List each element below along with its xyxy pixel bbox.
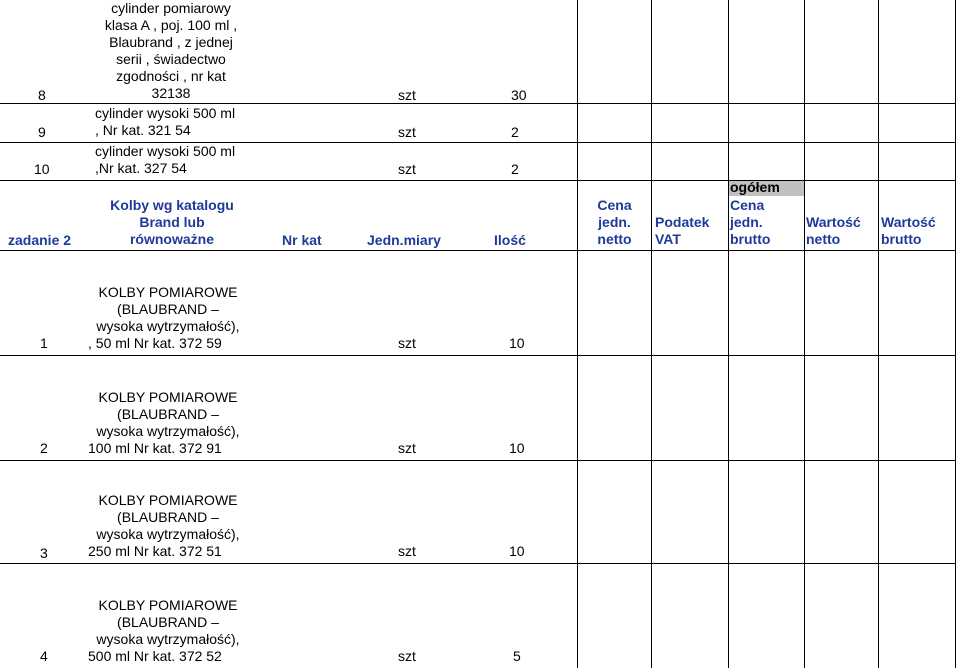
- row-8-description: cylinder pomiarowy klasa A , poj. 100 ml , Blaubrand , z jednej serii , świadectwo zgodności , nr kat 32138: [104, 0, 238, 101]
- row-8-unit: szt: [398, 87, 416, 103]
- header-group-label: ogółem: [730, 179, 780, 195]
- grid-line: [0, 180, 956, 181]
- grid-line: [0, 250, 956, 251]
- row-4-number: 4: [40, 648, 48, 664]
- grid-line: [0, 355, 956, 356]
- row-2-qty: 10: [509, 440, 525, 456]
- grid-line: [955, 0, 956, 668]
- row-9-qty: 2: [511, 124, 519, 140]
- grid-line: [0, 460, 956, 461]
- grid-line: [0, 563, 956, 564]
- row-10-unit: szt: [398, 161, 416, 177]
- grid-line: [878, 0, 879, 668]
- header-unit: Jedn.miary: [367, 232, 441, 248]
- grid-line: [0, 103, 956, 104]
- header-vat: Podatek VAT: [655, 214, 710, 247]
- row-10-qty: 2: [511, 161, 519, 177]
- row-1-number: 1: [40, 335, 48, 351]
- header-qty: Ilość: [494, 232, 526, 248]
- header-cena-netto: Cena jedn. netto: [597, 197, 632, 247]
- grid-line: [577, 0, 578, 668]
- row-3-unit: szt: [398, 543, 416, 559]
- row-2-number: 2: [40, 440, 48, 456]
- row-4-description: KOLBY POMIAROWE (BLAUBRAND – wysoka wytrzymałość), 500 ml Nr kat. 372 52: [88, 597, 240, 664]
- row-2-description: KOLBY POMIAROWE (BLAUBRAND – wysoka wytrzymałość), 100 ml Nr kat. 372 91: [88, 389, 240, 456]
- row-3-qty: 10: [509, 543, 525, 559]
- row-2-unit: szt: [398, 440, 416, 456]
- row-9-description: cylinder wysoki 500 ml , Nr kat. 321 54: [95, 105, 236, 138]
- row-8-number: 8: [38, 87, 46, 103]
- row-9-number: 9: [38, 124, 46, 140]
- row-3-number: 3: [40, 545, 48, 561]
- header-wartosc-brutto: Wartość brutto: [881, 214, 936, 247]
- row-1-description: KOLBY POMIAROWE (BLAUBRAND – wysoka wytrzymałość), , 50 ml Nr kat. 372 59: [88, 284, 240, 351]
- header-brand: Kolby wg katalogu Brand lub równoważne: [110, 197, 234, 247]
- grid-line: [728, 0, 729, 668]
- grid-line: [651, 0, 652, 668]
- row-1-qty: 10: [509, 335, 525, 351]
- header-wartosc-netto: Wartość netto: [806, 214, 861, 247]
- row-8-qty: 30: [511, 87, 527, 103]
- row-4-qty: 5: [513, 648, 521, 664]
- row-10-number: 10: [34, 161, 50, 177]
- row-4-unit: szt: [398, 648, 416, 664]
- row-3-description: KOLBY POMIAROWE (BLAUBRAND – wysoka wytrzymałość), 250 ml Nr kat. 372 51: [88, 492, 240, 559]
- header-cena-brutto: Cena jedn. brutto: [730, 197, 771, 247]
- grid-line: [804, 0, 805, 668]
- row-1-unit: szt: [398, 335, 416, 351]
- header-nr-kat: Nr kat: [282, 232, 322, 248]
- section-label: zadanie 2: [8, 232, 72, 248]
- row-9-unit: szt: [398, 124, 416, 140]
- row-10-description: cylinder wysoki 500 ml ,Nr kat. 327 54: [95, 143, 236, 176]
